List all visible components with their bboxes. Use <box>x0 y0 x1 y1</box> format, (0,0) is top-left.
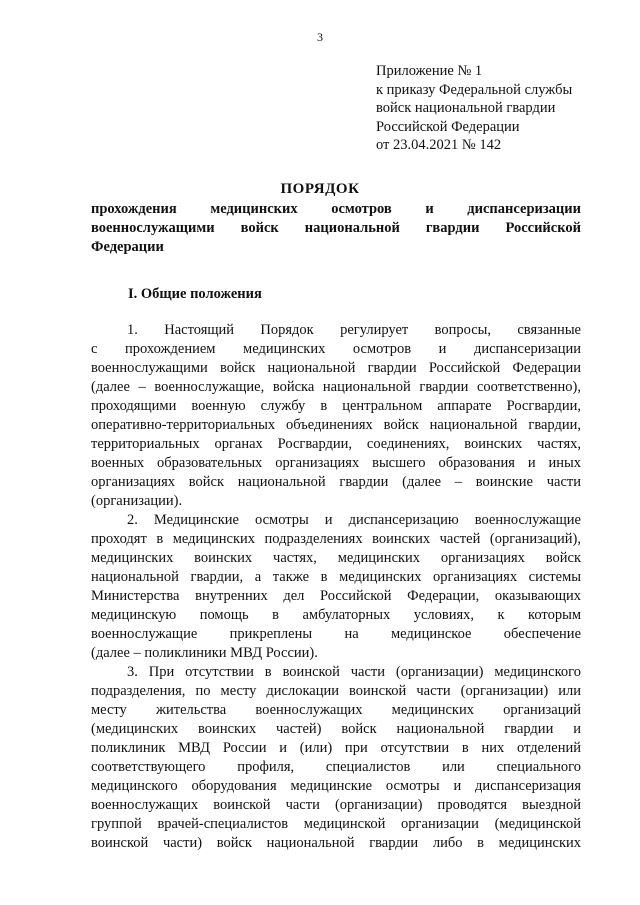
paragraph-line: 2. Медицинские осмотры и диспансеризацию военнослужащие <box>127 512 581 528</box>
section-heading: I. Общие положения <box>128 286 262 302</box>
appendix-line: Приложение № 1 <box>376 63 483 79</box>
appendix-block <box>376 62 616 155</box>
appendix-line: от 23.04.2021 № 142 <box>376 137 502 154</box>
paragraph-line: медицинского оборудования медицинские осмотры и диспансеризация <box>91 778 581 794</box>
paragraph-line: проходят в медицинских подразделениях воинских частей (организаций), <box>91 531 581 547</box>
paragraph-line: (далее – поликлиники МВД России). <box>91 645 318 661</box>
paragraph-line: национальной гвардии, а также в медицинских организациях системы <box>91 569 581 585</box>
paragraph-line: оперативно-территориальных объединениях войск национальной гвардии, <box>91 417 581 433</box>
paragraph-line: (медицинских воинских частей) войск национальной гвардии и <box>91 721 581 737</box>
appendix-line: Российской Федерации <box>376 118 520 135</box>
paragraph-line: 1. Настоящий Порядок регулирует вопросы, связанные <box>127 322 581 338</box>
paragraph-line: Министерства внутренних дел Российской Федерации, оказывающих <box>91 588 581 604</box>
body-text <box>91 321 581 853</box>
paragraph-line: военнослужащие прикреплены на медицинское обеспечение <box>91 626 581 642</box>
paragraph-line: территориальных органах Росгвардии, соединениях, воинских частях, <box>91 436 581 452</box>
paragraph-line: группой врачей-специалистов медицинской организации (медицинской <box>91 816 581 832</box>
paragraph-line: военнослужащими войск национальной гвардии Российской Федерации <box>91 360 581 376</box>
paragraph-line: подразделения, по месту дислокации воинской части (организации) или <box>91 683 581 699</box>
paragraph-line: с прохождением медицинских осмотров и диспансеризации <box>91 341 581 357</box>
subtitle-line: Федерации <box>91 239 164 255</box>
paragraph-line: месту жительства военнослужащих медицинских организаций <box>91 702 581 718</box>
paragraph-line: организациях войск национальной гвардии (далее – воинские части <box>91 474 581 490</box>
appendix-line: к приказу Федеральной службы <box>376 81 573 98</box>
subtitle-line: прохождения медицинских осмотров и диспансеризации <box>91 201 581 217</box>
paragraph-line: военных образовательных организациях высшего образования и иных <box>91 455 581 471</box>
paragraph-line: соответствующего профиля, специалистов или специального <box>91 759 581 775</box>
paragraph-line: 3. При отсутствии в воинской части (организации) медицинского <box>127 664 581 680</box>
paragraph-line: проходящими военную службу в центральном аппарате Росгвардии, <box>91 398 581 414</box>
subtitle-line: военнослужащими войск национальной гвардии Российской <box>91 220 581 236</box>
document-subtitle <box>91 200 581 257</box>
paragraph-line: медицинских воинских частях, медицинских организациях войск <box>91 550 581 566</box>
paragraph-line: поликлиник МВД России и (или) при отсутствии в них отделений <box>91 740 581 756</box>
document-title: ПОРЯДОК <box>280 181 360 197</box>
appendix-line: войск национальной гвардии <box>376 100 556 117</box>
page-number: 3 <box>317 30 323 44</box>
paragraph-line: медицинскую помощь в амбулаторных условиях, к которым <box>91 607 581 623</box>
paragraph-line: (организации). <box>91 493 183 509</box>
paragraph-line: военнослужащих воинской части (организации) проводятся выездной <box>91 797 581 813</box>
paragraph-line: воинской части) войск национальной гвардии либо в медицинских <box>91 835 581 851</box>
paragraph-line: (далее – военнослужащие, войска национальной гвардии соответственно), <box>91 379 581 395</box>
